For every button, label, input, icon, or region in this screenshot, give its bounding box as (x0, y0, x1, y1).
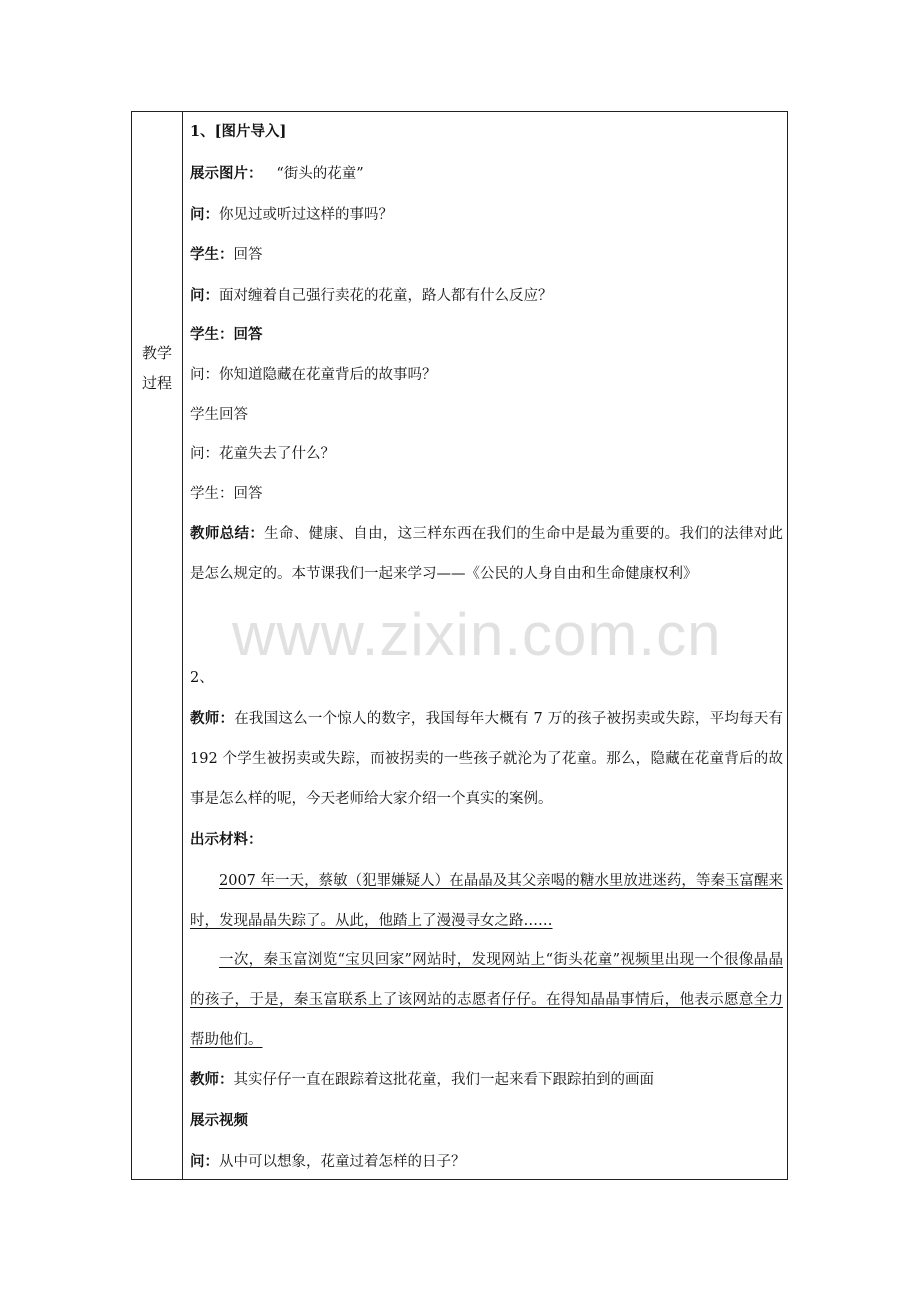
show-video-label: 展示视频 (190, 1112, 248, 1129)
show-picture-line: 展示图片： “街头的花童” (190, 165, 364, 182)
material-label: 出示材料： (190, 831, 263, 848)
teacher-summary: 教师总结：生命、健康、自由，这三样东西在我们的生命中是最为重要的。我们的法律对此是怎么规定的。本节课我们一起来学习——《公民的人身自由和生命健康权利》 (190, 525, 784, 582)
question-line-4: 问：花童失去了什么？ (190, 446, 335, 462)
watermark: www.zixin.com.cn (232, 601, 722, 668)
teacher-line-2: 教师：其实仔仔一直在跟踪着这批花童，我们一起来看下跟踪拍到的画面 (190, 1071, 654, 1088)
question-line-2: 问：面对缠着自己强行卖花的花童，路人都有什么反应？ (190, 287, 553, 304)
student-answer-line-2: 学生：回答 (190, 326, 263, 343)
section-label-cell (132, 112, 183, 1179)
teacher-intro-paragraph: 教师：在我国这么一个惊人的数字，我国每年大概有 7 万的孩子被拐卖或失踪，平均每天有 192 个学生被拐卖或失踪，而被拐卖的一些孩子就沦为了花童。那么，隐藏在花童背后的故事是怎么样的呢，今天老师给大家介绍一个真实的案例。 (190, 710, 783, 807)
student-answer-line-1: 学生：回答 (190, 246, 263, 263)
final-question: 问：从中可以想象，花童过着怎样的日子？ (190, 1153, 466, 1170)
section-label-line2: 过程 (141, 374, 172, 392)
material-paragraph-2: 一次，秦玉富浏览“宝贝回家”网站时，发现网站上“街头花童”视频里出现一个很像晶晶的孩子，于是，秦玉富联系上了该网站的志愿者仔仔。在得知晶晶事情后，他表示愿意全力帮助他们。 (190, 952, 783, 1048)
question-line-1: 问：你见过或听过这样的事吗？ (190, 206, 393, 223)
section-label (132, 338, 182, 398)
student-answer-line-3: 学生回答 (190, 407, 248, 423)
material-paragraph-1: 2007 年一天，蔡敏（犯罪嫌疑人）在晶晶及其父亲喝的糖水里放进迷药，等秦玉富醒来时，发现晶晶失踪了。从此，他踏上了漫漫寻女之路…… (190, 873, 783, 929)
question-line-3: 问：你知道隐藏在花童背后的故事吗？ (190, 367, 437, 383)
section-label-line1: 教学 (141, 344, 172, 362)
heading-picture-intro: 1、[图片导入] (190, 123, 287, 140)
student-answer-line-4: 学生：回答 (190, 486, 263, 502)
section-2-number: 2、 (190, 670, 214, 686)
